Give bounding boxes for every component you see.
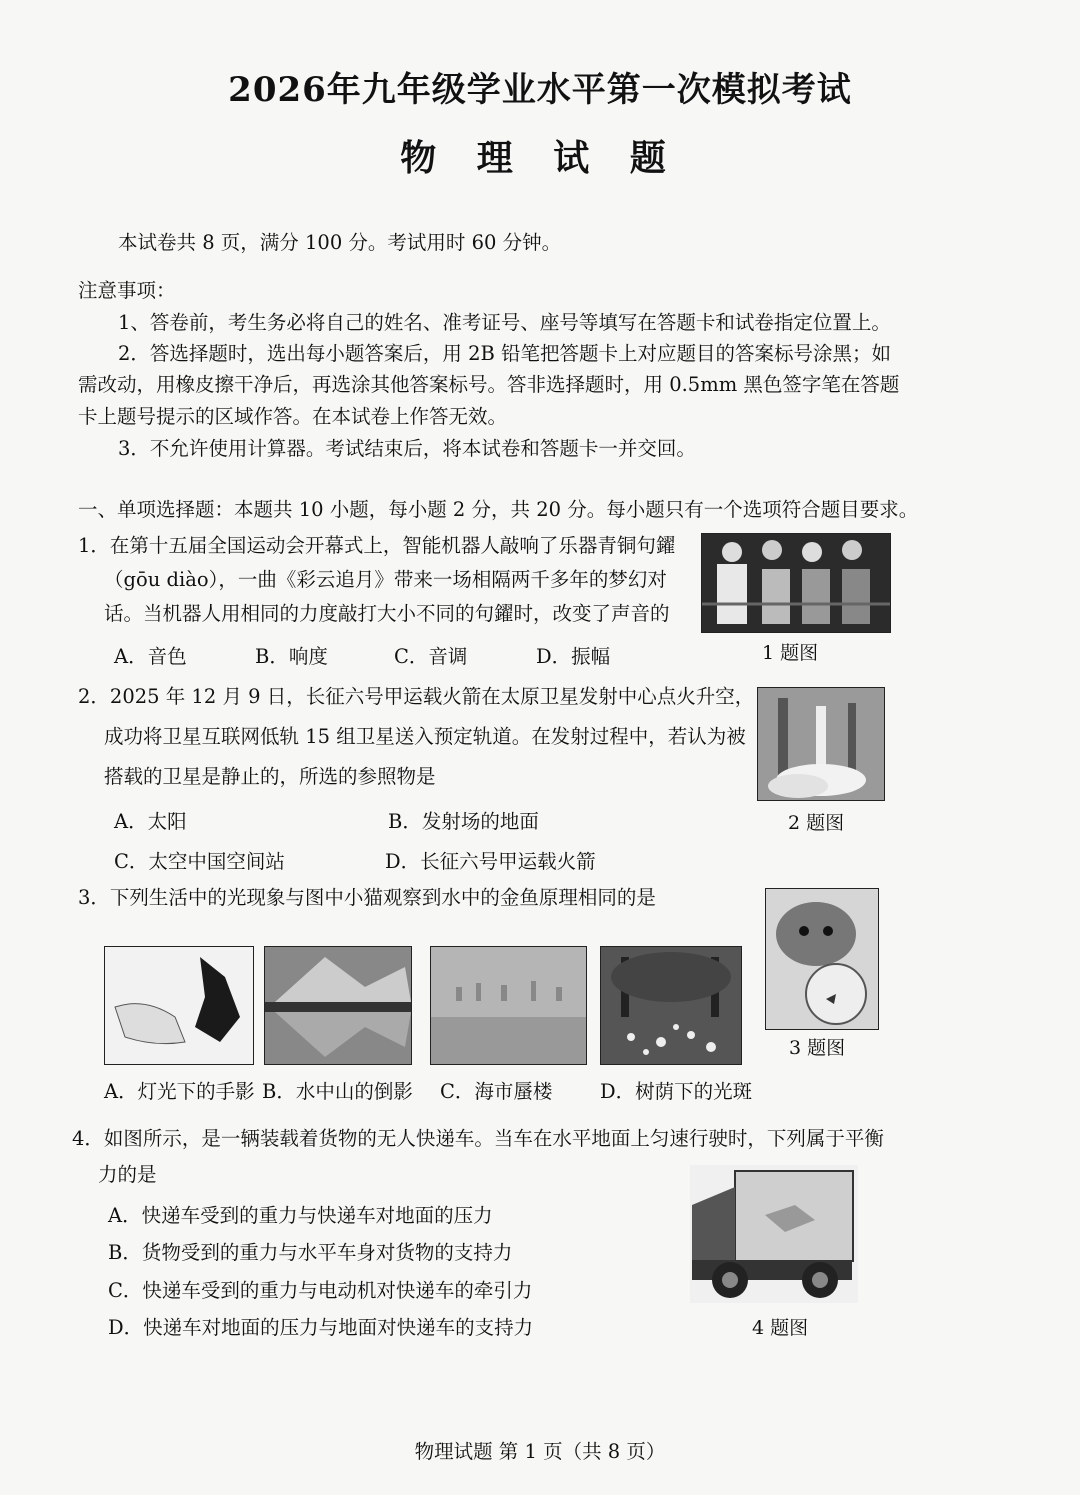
q3-option-a: A．灯光下的手影 [104, 1080, 255, 1103]
q1-option-a: A．音色 [114, 645, 187, 668]
q1-robot-image [701, 533, 891, 633]
q1-line-3: 话。当机器人用相同的力度敲打大小不同的句鑃时，改变了声音的 [104, 602, 670, 625]
section-1-heading: 一、单项选择题：本题共 10 小题，每小题 2 分，共 20 分。每小题只有一个选项符合题目要求。 [78, 498, 919, 521]
q2-line-2: 成功将卫星互联网低轨 15 组卫星送入预定轨道。在发射过程中，若认为被 [104, 725, 746, 748]
q2-rocket-image [757, 687, 885, 801]
q3-figure-caption: 3 题图 [789, 1037, 846, 1059]
q4-line-2: 力的是 [98, 1163, 157, 1186]
q1-option-d: D．振幅 [536, 645, 611, 668]
q1-line-2: （gōu diào），一曲《彩云追月》带来一场相隔两千多年的梦幻对 [104, 568, 667, 591]
q3-option-b: B．水中山的倒影 [262, 1080, 413, 1103]
q4-option-b: B．货物受到的重力与水平车身对货物的支持力 [108, 1241, 513, 1264]
q3-option-a-image [104, 946, 254, 1065]
page-footer: 物理试题 第 1 页（共 8 页） [414, 1440, 666, 1463]
q4-option-c: C．快递车受到的重力与电动机对快递车的牵引力 [108, 1279, 533, 1302]
q3-option-d: D．树荫下的光斑 [600, 1080, 753, 1103]
q4-figure-caption: 4 题图 [752, 1317, 809, 1339]
q3-line-1: 3．下列生活中的光现象与图中小猫观察到水中的金鱼原理相同的是 [78, 886, 656, 909]
q2-option-c: C．太空中国空间站 [114, 850, 285, 873]
note-2-line-2: 需改动，用橡皮擦干净后，再选涂其他答案标号。答非选择题时，用 0.5mm 黑色签字笔在答题 [78, 373, 900, 396]
q3-option-c-image [430, 946, 587, 1065]
q2-option-b: B．发射场的地面 [388, 810, 539, 833]
q2-option-a: A．太阳 [114, 810, 187, 833]
notes-heading: 注意事项： [78, 279, 176, 302]
note-1: 1、答卷前，考生务必将自己的姓名、准考证号、座号等填写在答题卡和试卷指定位置上。 [118, 311, 891, 334]
q1-line-1: 1．在第十五届全国运动会开幕式上，智能机器人敲响了乐器青铜句鑃 [78, 534, 676, 557]
q4-option-a: A．快递车受到的重力与快递车对地面的压力 [108, 1204, 493, 1227]
q3-cat-image [765, 888, 879, 1030]
q1-option-c: C．音调 [394, 645, 468, 668]
subject-title: 物 理 试 题 [400, 137, 680, 179]
q3-option-b-image [264, 946, 412, 1065]
exam-title: 2026年九年级学业水平第一次模拟考试 [228, 70, 852, 110]
q4-option-d: D．快递车对地面的压力与地面对快递车的支持力 [108, 1316, 534, 1339]
exam-intro: 本试卷共 8 页，满分 100 分。考试用时 60 分钟。 [118, 231, 562, 254]
note-2-line-1: 2．答选择题时，选出每小题答案后，用 2B 铅笔把答题卡上对应题目的答案标号涂黑；如 [118, 342, 892, 365]
q1-figure-caption: 1 题图 [762, 642, 819, 664]
q3-option-d-image [600, 946, 742, 1065]
q4-delivery-vehicle-image [690, 1165, 858, 1303]
q4-line-1: 4．如图所示，是一辆装载着货物的无人快递车。当车在水平地面上匀速行驶时，下列属于平衡 [72, 1127, 884, 1150]
note-3: 3．不允许使用计算器。考试结束后，将本试卷和答题卡一并交回。 [118, 437, 696, 460]
q2-line-3: 搭载的卫星是静止的，所选的参照物是 [104, 765, 436, 788]
q2-line-1: 2．2025 年 12 月 9 日，长征六号甲运载火箭在太原卫星发射中心点火升空， [78, 685, 755, 708]
q3-option-c: C．海市蜃楼 [440, 1080, 553, 1103]
note-2-line-3: 卡上题号提示的区域作答。在本试卷上作答无效。 [78, 405, 508, 428]
q2-option-d: D．长征六号甲运载火箭 [385, 850, 596, 873]
q1-option-b: B．响度 [255, 645, 328, 668]
q2-figure-caption: 2 题图 [788, 812, 845, 834]
